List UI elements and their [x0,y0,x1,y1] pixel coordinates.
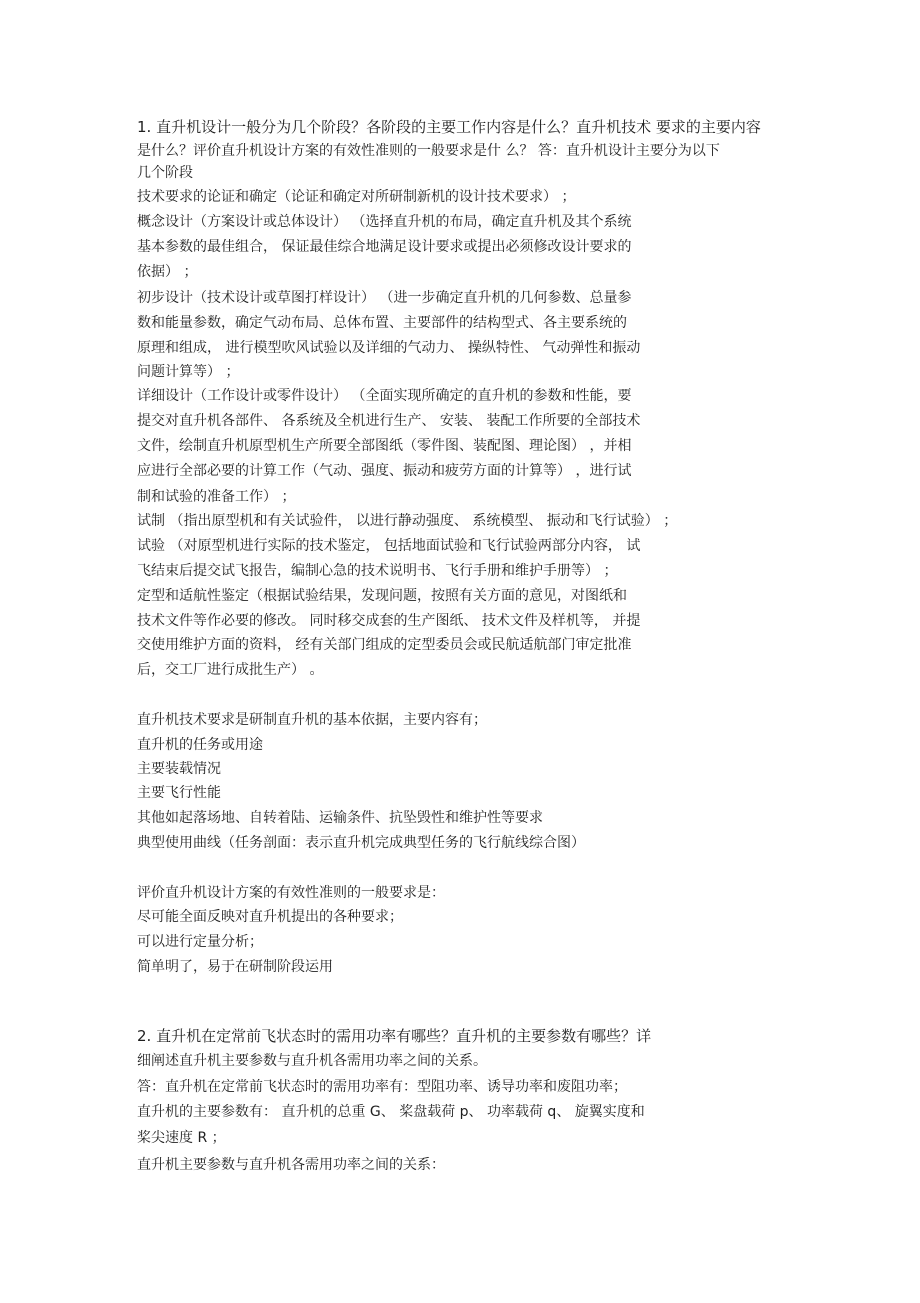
answer-line: 后，交工厂进行成批生产） 。 [137,662,324,678]
evaluation-line: 尽可能全面反映对直升机提出的各种要求； [137,909,403,925]
evaluation-line: 可以进行定量分析； [137,934,263,950]
question-2-line: 细阐述直升机主要参数与直升机各需用功率之间的关系。 [137,1053,487,1069]
answer-line: 原理和组成， 进行模型吹风试验以及详细的气动力、 操纵特性、 气动弹性和振动 [137,340,641,356]
question-1-line: 是什么？评价直升机设计方案的有效性准则的一般要求是什 么？ 答：直升机设计主要分为以下 [137,143,720,159]
tech-requirements-line: 典型使用曲线（任务剖面：表示直升机完成典型任务的飞行航线综合图） [137,835,585,851]
answer-line: 试制 （指出原型机和有关试验件， 以进行静动强度、 系统模型、 振动和飞行试验） ； [137,513,678,529]
answer-line: 详细设计（工作设计或零件设计） （全面实现所确定的直升机的参数和性能，要 [137,388,632,404]
tech-requirements-line: 其他如起落场地、自转着陆、运输条件、抗坠毁性和维护性等要求 [137,810,543,826]
tech-requirements-line: 直升机技术要求是研制直升机的基本依据，主要内容有； [137,712,487,728]
answer-line: 概念设计（方案设计或总体设计） （选择直升机的布局，确定直升机及其个系统 [137,214,632,230]
answer-line: 文件，绘制直升机原型机生产所要全部图纸（零件图、装配图、理论图） ，并相 [137,438,632,454]
answer-line: 问题计算等） ； [137,364,240,380]
answer-line: 交使用维护方面的资料， 经有关部门组成的定型委员会或民航适航部门审定批准 [137,637,632,653]
answer-line: 技术要求的论证和确定（论证和确定对所研制新机的设计技术要求） ； [137,189,576,205]
question-1-line: 几个阶段 [137,165,193,181]
answer-line: 飞结束后提交试飞报告，编制心急的技术说明书、飞行手册和维护手册等） ； [137,563,618,579]
answer-line: 试验 （对原型机进行实际的技术鉴定， 包括地面试验和飞行试验两部分内容， 试 [137,538,641,554]
evaluation-line: 简单明了，易于在研制阶段运用 [137,959,333,975]
question-2-line: 2. 直升机在定常前飞状态时的需用功率有哪些？直升机的主要参数有哪些？详 [137,1027,652,1045]
answer-line: 数和能量参数，确定气动布局、总体布置、主要部件的结构型式、各主要系统的 [137,315,627,331]
answer-line: 初步设计（技术设计或草图打样设计） （进一步确定直升机的几何参数、总量参 [137,290,632,306]
answer-line: 答：直升机在定常前飞状态时的需用功率有：型阻功率、诱导功率和废阻功率； [137,1079,627,1095]
answer-line: 制和试验的准备工作） ； [137,489,296,505]
question-1-line: 1. 直升机设计一般分为几个阶段？各阶段的主要工作内容是什么？直升机技术 要求的主要内容 [137,118,761,136]
answer-line: 提交对直升机各部件、 各系统及全机进行生产、 安装、 装配工作所要的全部技术 [137,413,641,429]
answer-line: 直升机主要参数与直升机各需用功率之间的关系： [137,1157,445,1173]
evaluation-line: 评价直升机设计方案的有效性准则的一般要求是： [137,885,445,901]
answer-line: 定型和适航性鉴定（根据试验结果，发现问题，按照有关方面的意见，对图纸和 [137,588,627,604]
tech-requirements-line: 主要装载情况 [137,761,221,777]
answer-line: 技术文件等作必要的修改。 同时移交成套的生产图纸、 技术文件及样机等， 并提 [137,613,641,629]
answer-line: 应进行全部必要的计算工作（气动、强度、振动和疲劳方面的计算等） ，进行试 [137,463,632,479]
answer-line: 依据） ； [137,264,198,280]
answer-line: 基本参数的最佳组合， 保证最佳综合地满足设计要求或提出必须修改设计要求的 [137,239,632,255]
answer-line: 桨尖速度 R ； [137,1130,226,1146]
tech-requirements-line: 主要飞行性能 [137,785,221,801]
tech-requirements-line: 直升机的任务或用途 [137,737,263,753]
answer-line: 直升机的主要参数有： 直升机的总重 G、 桨盘载荷 p、 功率载荷 q、 旋翼实度和 [137,1104,645,1120]
